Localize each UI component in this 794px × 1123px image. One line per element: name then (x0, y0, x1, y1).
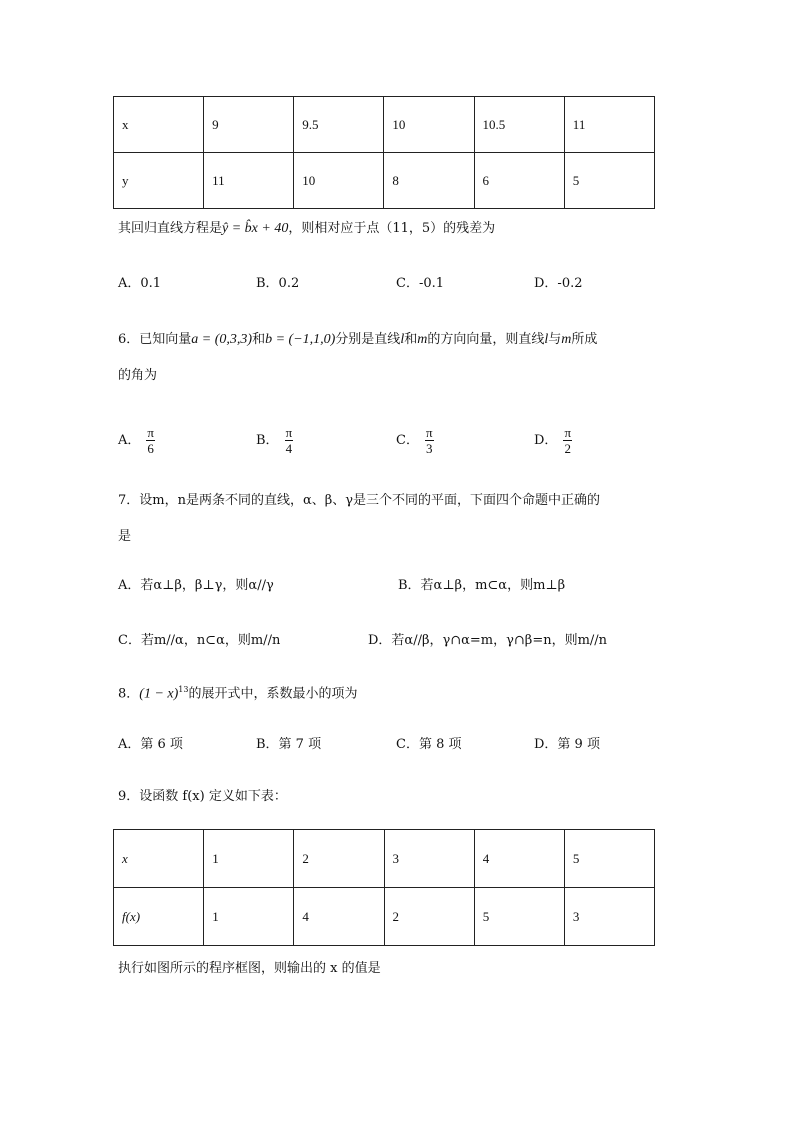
fraction (425, 425, 434, 456)
text: ，则相对应于点（11，5）的残差为 (288, 221, 496, 236)
q8-option-b: B．第 7 项 (256, 737, 322, 752)
text: 其回归直线方程是 (118, 221, 223, 236)
table-cell: y (114, 153, 204, 209)
binomial: (1 − x) (139, 686, 179, 702)
table-cell: 10 (294, 153, 384, 209)
table-cell: 5 (564, 830, 654, 888)
q6-option-c (396, 425, 434, 456)
denominator: 4 (285, 441, 293, 456)
q6-option-a (118, 425, 155, 456)
q7-option-d: D．若α//β，γ∩α=m，γ∩β=n，则m//n (368, 633, 608, 648)
math-var: l (400, 332, 405, 347)
numerator: π (564, 425, 572, 440)
table-cell: 1 (204, 888, 294, 946)
table-cell: 4 (474, 830, 564, 888)
table-cell: 8 (384, 153, 474, 209)
text: 的展开式中，系数最小的项为 (188, 686, 358, 702)
table-cell: 1 (204, 830, 294, 888)
text: A． (118, 433, 141, 448)
table-cell: x (114, 97, 204, 153)
text: 所成 (571, 332, 598, 347)
q8-option-c: C．第 8 项 (396, 737, 462, 752)
numerator: π (425, 425, 433, 440)
fraction (563, 425, 572, 456)
q9-followup: 执行如图所示的程序框图，则输出的 x 的值是 (118, 961, 381, 976)
denominator: 3 (425, 441, 433, 456)
table-cell: 11 (204, 153, 294, 209)
vector-b: b = (−1,1,0) (265, 332, 336, 347)
q6-option-d (534, 425, 572, 456)
q5-option-d: D．-0.2 (534, 276, 583, 291)
q7-option-b: B．若α⊥β，m⊂α，则m⊥β (398, 578, 566, 593)
regression-equation: ŷ = b̂x + 40 (222, 221, 289, 236)
table-cell: 11 (564, 97, 654, 153)
q7-stem: 7．设m，n是两条不同的直线，α、β、γ是三个不同的平面，下面四个命题中正确的 (118, 493, 601, 508)
table-cell: 3 (384, 830, 474, 888)
table-cell: 6 (474, 153, 564, 209)
fraction (285, 425, 294, 456)
function-table (113, 829, 655, 946)
table-row (114, 830, 655, 888)
numerator: π (285, 425, 293, 440)
table-cell: 2 (294, 830, 384, 888)
text: D． (534, 433, 558, 448)
exponent: 13 (178, 685, 189, 694)
math-var: l (544, 332, 549, 347)
table-cell: 4 (294, 888, 384, 946)
q5-option-b: B．0.2 (256, 276, 300, 291)
table-cell: f(x) (114, 888, 204, 946)
text: B． (256, 433, 279, 448)
denominator: 2 (564, 441, 571, 456)
table-cell: 10.5 (474, 97, 564, 153)
text: C． (396, 433, 419, 448)
table-cell: 5 (474, 888, 564, 946)
numerator: π (147, 425, 154, 440)
table-cell: 9.5 (294, 97, 384, 153)
q7-option-c: C．若m//α，n⊂α，则m//n (118, 633, 281, 648)
table-cell: 5 (564, 153, 654, 209)
math-var: m (561, 332, 572, 347)
table-cell: 3 (564, 888, 654, 946)
q9-stem: 9．设函数 f(x) 定义如下表： (118, 789, 287, 804)
vector-a: a = (0,3,3) (191, 332, 253, 347)
q7-option-a: A．若α⊥β，β⊥γ，则α//γ (118, 578, 274, 593)
fraction (146, 425, 155, 456)
q8-option-a: A．第 6 项 (118, 737, 183, 752)
table-row (114, 888, 655, 946)
text: 6．已知向量 (118, 332, 192, 347)
q5-stem (118, 220, 495, 238)
q6-stem (118, 331, 597, 349)
data-table-xy (113, 96, 655, 209)
table-cell: x (114, 830, 204, 888)
text: 8． (118, 686, 140, 702)
text: 和 (404, 332, 418, 347)
q5-option-a: A．0.1 (118, 276, 162, 291)
q8-stem (118, 681, 357, 703)
text: 和 (252, 332, 266, 347)
table-cell: 9 (204, 97, 294, 153)
table-row (114, 153, 655, 209)
table-row (114, 97, 655, 153)
text: 分别是直线 (335, 332, 401, 347)
q5-option-c: C．-0.1 (396, 276, 445, 291)
denominator: 6 (147, 441, 154, 456)
text: 与 (548, 332, 562, 347)
math-var: m (417, 332, 428, 347)
table-cell: 10 (384, 97, 474, 153)
q7-stem-line2: 是 (118, 529, 132, 544)
q8-option-d: D．第 9 项 (534, 737, 600, 752)
q6-option-b (256, 425, 293, 456)
table-cell: 2 (384, 888, 474, 946)
q6-stem-line2: 的角为 (118, 368, 158, 383)
text: 的方向向量，则直线 (427, 332, 545, 347)
